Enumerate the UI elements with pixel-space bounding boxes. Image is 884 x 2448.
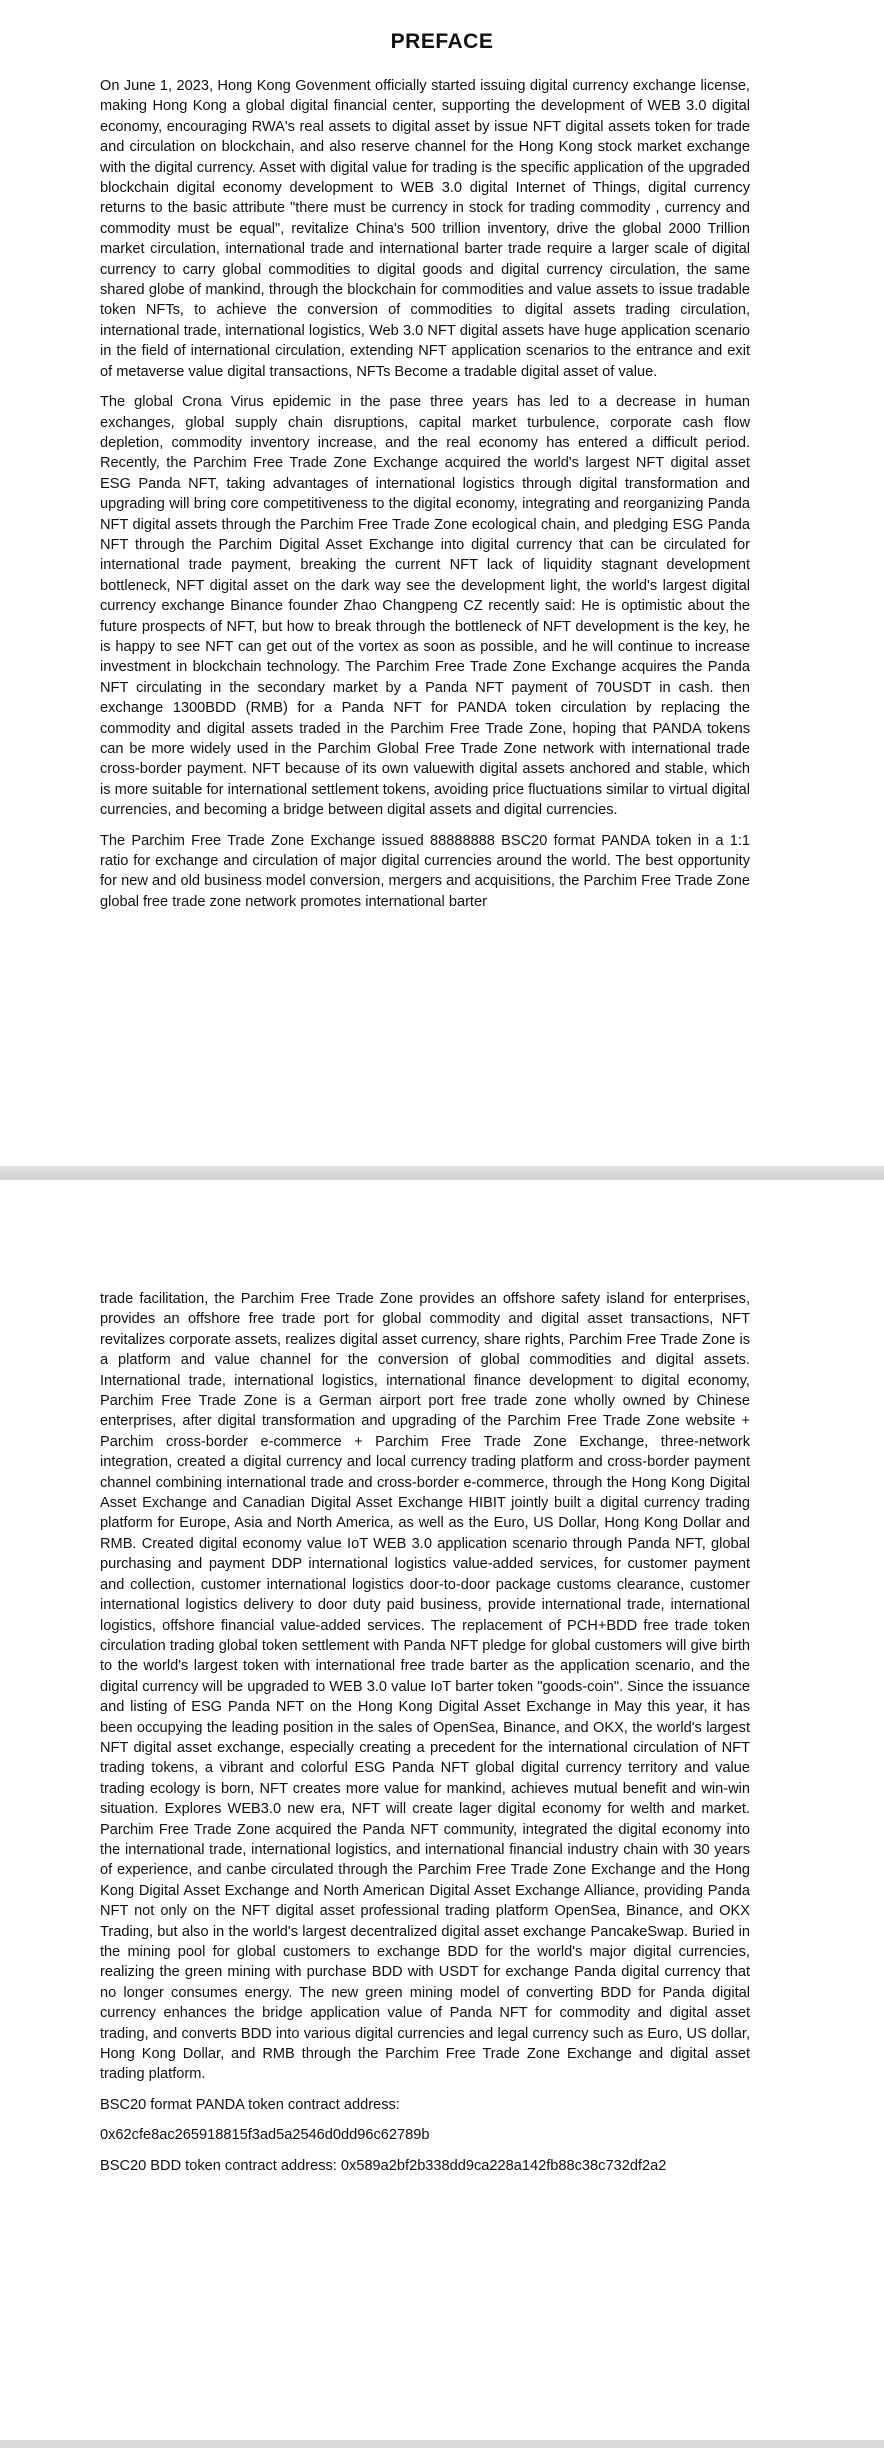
paragraph-2: The global Crona Virus epidemic in the pase three years has led to a decrease in human exchanges, global supply chain disruptions, capital market turbulence, corporate cash flow depletion, commodity inventory increase, and the real economy has entered a difficult period. Recently, the Parchim Free Trade Zone Exchange acquired the world's largest NFT digital asset ESG Panda NFT, taking advantages of international logistics through digital transformation and upgrading will bring core competitiveness to the digital economy, integrating and reorganizing Panda NFT digital assets through the Parchim Free Trade Zone ecological chain, and pledging ESG Panda NFT through the Parchim Digital Asset Exchange into digital currency that can be circulated for international trade payment, breaking the current NFT lack of liquidity stagnant development bottleneck, NFT digital asset on the dark way see the development light, the world's largest digital currency exchange Binance founder Zhao Changpeng CZ recently said: He is optimistic about the future prospects of NFT, but how to break through the bottleneck of NFT development is the key, he is happy to see NFT can get out of the vortex as soon as possible, and he will continue to increase investment in blockchain technology. The Parchim Free Trade Zone Exchange acquires the Panda NFT circulating in the secondary market by a Panda NFT payment of 70USDT in cash. then exchange 1300BDD (RMB) for a Panda NFT for PANDA token circulation by replacing the commodity and digital assets traded in the Parchim Free Trade Zone, hoping that PANDA tokens can be more widely used in the Parchim Global Free Trade Zone network with international trade cross-border payment. NFT because of its own valuewith digital assets anchored and stable, which is more suitable for international settlement tokens, avoiding price fluctuations similar to virtual digital currencies, and becoming a bridge between digital assets and digital currencies. — [100, 394, 750, 819]
document-page-1 — [0, 0, 884, 1166]
page-title: PREFACE — [390, 30, 494, 53]
panda-contract-address: 0x62cfe8ac265918815f3ad5a2546d0dd96c62789b — [100, 2127, 430, 2144]
paragraph-3-continued: trade facilitation, the Parchim Free Trade Zone provides an offshore safety island for enterprises, provides an offshore free trade port for global commodity and digital asset transactions, NFT revitalizes corporate assets, realizes digital asset currency, share rights, Parchim Free Trade Zone is a platform and value channel for the conversion of global commodities and digital assets. International trade, international logistics, international finance development to digital economy, Parchim Free Trade Zone is a German airport port free trade zone wholly owned by Chinese enterprises, after digital transformation and upgrading of the Parchim Free Trade Zone website + Parchim cross-border e-commerce + Parchim Free Trade Zone Exchange, three-network integration, created a digital currency and local currency trading platform and cross-border payment channel combining international trade and cross-border e-commerce, through the Hong Kong Digital Asset Exchange and Canadian Digital Asset Exchange HIBIT jointly built a digital currency trading platform for Europe, Asia and North America, as well as the Euro, US Dollar, Hong Kong Dollar and RMB. Created digital economy value IoT WEB 3.0 application scenario through Panda NFT, global purchasing and payment DDP international logistics value-added services, for customer payment and collection, customer international logistics door-to-door package customs clearance, customer international logistics delivery to door duty paid business, provide international trade, international logistics, offshore financial value-added services. The replacement of PCH+BDD free trade token circulation trading global token settlement with Panda NFT pledge for global customers will give birth to the world's largest token with international free trade barter as the application scenario, and the digital currency will be upgraded to WEB 3.0 value IoT barter token "goods-coin". Since the issuance and listing of ESG Panda NFT on the Hong Kong Digital Asset Exchange in May this year, it has been occupying the leading position in the sales of OpenSea, Binance, and OKX, the world's largest NFT digital asset exchange, especially creating a precedent for the international circulation of NFT trading tokens, a vibrant and colorful ESG Panda NFT global digital currency territory and value trading ecology is born, NFT creates more value for mankind, achieves mutual benefit and win-win situation. Explores WEB3.0 new era, NFT will create lager digital economy for welth and market. Parchim Free Trade Zone acquired the Panda NFT community, integrated the digital economy into the international trade, international logistics, and international financial industry chain with 30 years of experience, and canbe circulated through the Parchim Free Trade Zone Exchange and the Hong Kong Digital Asset Exchange and North American Digital Asset Exchange Alliance, providing Panda NFT not only on the NFT digital asset professional trading platform OpenSea, Binance, and OKX Trading, but also in the world's largest decentralized digital asset exchange PancakeSwap. Buried in the mining pool for global customers to exchange BDD for the world's major digital currencies, realizing the green mining with purchase BDD with USDT for exchange Panda digital currency that no longer consumes energy. The new green mining model of converting BDD for Panda digital currency enhances the bridge application value of Panda NFT for commodity and digital asset trading, and converts BDD into various digital currencies and legal currency such as Euro, US dollar, Hong Kong Dollar, and RMB through the Parchim Free Trade Zone Exchange and digital asset trading platform. — [100, 1291, 750, 2083]
page-1-body — [100, 76, 750, 922]
paragraph-1: On June 1, 2023, Hong Kong Govenment officially started issuing digital currency exchange license, making Hong Kong a global digital financial center, supporting the development of WEB 3.0 digital economy, encouraging RWA's real assets to digital asset by issue NFT digital assets token for trade and circulation on blockchain, and also reserve channel for the Hong Kong stock market exchange with the digital currency. Asset with digital value for trading is the specific application of the upgraded blockchain digital economy development to WEB 3.0 digital Internet of Things, digital currency returns to the basic attribute "there must be currency in stock for trading commodity , currency and commodity must be equal", revitalize China's 500 trillion inventory, drive the global 2000 Trillion market circulation, international trade and international barter trade require a larger scale of digital currency to carry global commodities to digital goods and digital currency circulation, the same shared globe of mankind, through the blockchain for commodities and value assets to issue tradable token NFTs, to achieve the conversion of commodities to digital assets trading circulation, international trade, international logistics, Web 3.0 NFT digital assets have huge application scenario in the field of international circulation, extending NFT application scenarios to the entrance and exit of metaverse value digital transactions, NFTs Become a tradable digital asset of value. — [100, 78, 750, 380]
panda-contract-label: BSC20 format PANDA token contract address: — [100, 2096, 400, 2113]
bdd-contract-address: BSC20 BDD token contract address: 0x589a2bf2b338dd9ca228a142fb88c38c732df2a2 — [100, 2157, 667, 2174]
paragraph-3: The Parchim Free Trade Zone Exchange issued 88888888 BSC20 format PANDA token in a 1:1 ratio for exchange and circulation of major digital currencies around the world. The best opportunity for new and old business model conversion, mergers and acquisitions, the Parchim Free Trade Zone global free trade zone network promotes international barter — [100, 832, 750, 910]
document-page-2 — [0, 1180, 884, 2440]
page-separator — [0, 1166, 884, 1180]
page-2-body — [100, 1289, 750, 2186]
